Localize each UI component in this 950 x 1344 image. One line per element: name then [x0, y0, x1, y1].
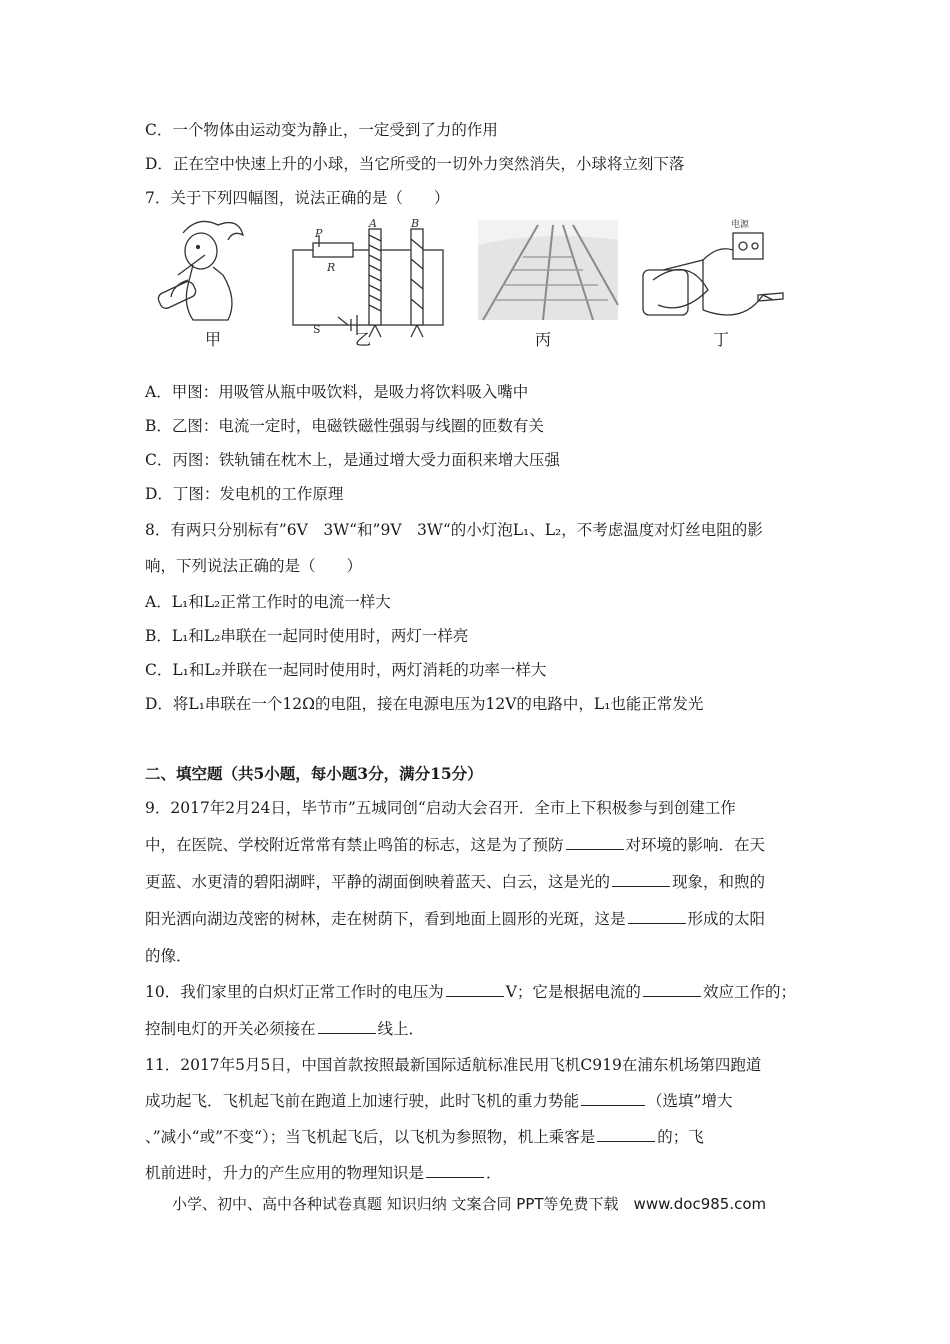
q8-option-b: B．L₁和L₂串联在一起同时使用时，两灯一样亮: [145, 627, 469, 645]
label-b: B: [411, 217, 420, 230]
q6-option-d: D．正在空中快速上升的小球，当它所受的一切外力突然消失，小球将立刻下落: [145, 155, 685, 173]
q11-line2-text-a: 成功起飞．飞机起飞前在跑道上加速行驶，此时飞机的重力势能: [145, 1092, 580, 1110]
q9-line1: 9．2017年2月24日，毕节市”五城同创“启动大会召开．全市上下积极参与到创建工作: [145, 799, 736, 817]
q9-blank-2[interactable]: [612, 872, 670, 887]
q9-line4: [145, 909, 765, 929]
q9-line3-text-b: 现象，和煦的: [672, 873, 766, 891]
q10-line2: [145, 1019, 424, 1039]
q11-line1: 11．2017年5月5日，中国首款按照最新国际适航标准民用飞机C919在浦东机场第四跑道: [145, 1056, 762, 1074]
q7-figure: [143, 215, 791, 350]
figure-label-yi: 乙: [355, 330, 372, 349]
figure-label-bing: 丙: [535, 330, 552, 349]
q9-line5: 的像．: [145, 947, 192, 965]
q9-blank-1[interactable]: [566, 835, 624, 850]
label-p: P: [315, 227, 323, 240]
q10-line1-text-a: 10．我们家里的白炽灯正常工作时的电压为: [145, 983, 444, 1001]
q9-line4-text-a: 阳光洒向湖边茂密的树林，走在树荫下，看到地面上圆形的光斑，这是: [145, 910, 626, 928]
q9-line2-text-a: 中，在医院、学校附近常常有禁止鸣笛的标志，这是为了预防: [145, 836, 564, 854]
q7-option-a: A．甲图：用吸管从瓶中吸饮料，是吸力将饮料吸入嘴中: [145, 383, 529, 401]
figure-label-ding: 丁: [713, 330, 730, 349]
q9-line2-text-b: 对环境的影响．在天: [625, 836, 766, 854]
q9-blank-3[interactable]: [628, 909, 686, 924]
q11-line4: [145, 1163, 502, 1183]
q11-line3-text-b: 的；飞: [657, 1128, 704, 1146]
footer-text: 小学、初中、高中各种试卷真题 知识归纳 文案合同 PPT等免费下载 www.doc985.com: [172, 1195, 767, 1213]
label-s: S: [313, 323, 321, 336]
q10-blank-2[interactable]: [643, 982, 701, 997]
q9-line2: [145, 835, 765, 855]
q11-line2: [145, 1091, 732, 1111]
label-power: 电源: [731, 220, 750, 230]
figure-bing-photo: [478, 220, 618, 320]
q10-line1-text-b: V；它是根据电流的: [505, 983, 641, 1001]
figure-jia-drawing: [156, 221, 243, 320]
q7-option-d: D．丁图：发电机的工作原理: [145, 485, 344, 503]
label-r: R: [327, 261, 336, 274]
q7-option-c: C．丙图：铁轨铺在枕木上，是通过增大受力面积来增大压强: [145, 451, 560, 469]
q11-blank-1[interactable]: [581, 1091, 645, 1106]
q6-option-c: C．一个物体由运动变为静止，一定受到了力的作用: [145, 121, 498, 139]
q7-option-b: B．乙图：电流一定时，电磁铁磁性强弱与线圈的匝数有关: [145, 417, 544, 435]
q9-line3: [145, 872, 765, 892]
q10-line1-text-c: 效应工作的；: [702, 983, 796, 1001]
q11-line4-text-a: 机前进时，升力的产生应用的物理知识是: [145, 1164, 425, 1182]
q11-line3: [145, 1127, 704, 1147]
q10-line2-text-a: 控制电灯的开关必须接在: [145, 1020, 316, 1038]
q8-option-a: A．L₁和L₂正常工作时的电流一样大: [145, 593, 391, 611]
q7-figure-svg: [143, 215, 791, 350]
q8-stem-line2: 响，下列说法正确的是（ ）: [145, 557, 363, 575]
q11-blank-2[interactable]: [597, 1127, 655, 1142]
q8-option-d: D．将L₁串联在一个12Ω的电阻，接在电源电压为12V的电路中，L₁也能正常发光: [145, 695, 704, 713]
q11-line2-text-b: （选填”增大: [647, 1092, 733, 1110]
q8-option-c: C．L₁和L₂并联在一起同时使用时，两灯消耗的功率一样大: [145, 661, 547, 679]
q10-blank-3[interactable]: [318, 1019, 376, 1034]
q11-line3-text-a: 、”减小“或”不变“）；当飞机起飞后，以飞机为参照物，机上乘客是: [145, 1128, 596, 1146]
q9-line3-text-a: 更蓝、水更清的碧阳湖畔，平静的湖面倒映着蓝天、白云，这是光的: [145, 873, 611, 891]
q8-stem-line1: 8．有两只分别标有”6V 3W“和”9V 3W“的小灯泡L₁、L₂，不考虑温度对灯丝电阻的影: [145, 521, 763, 539]
q11-blank-3[interactable]: [426, 1163, 484, 1178]
q10-line2-text-b: 线上．: [377, 1020, 425, 1038]
section-heading: 二、填空题（共5小题，每小题3分，满分15分）: [145, 764, 483, 783]
q7-stem: 7．关于下列四幅图，说法正确的是（ ）: [145, 189, 450, 207]
figure-yi-drawing: [293, 229, 443, 337]
figure-ding-drawing: [643, 233, 783, 315]
label-a: A: [369, 217, 377, 230]
figure-label-jia: 甲: [205, 330, 222, 349]
q9-line4-text-b: 形成的太阳: [687, 910, 766, 928]
q11-line4-text-b: ．: [486, 1164, 502, 1182]
q10-blank-1[interactable]: [446, 982, 504, 997]
q10-line1: [145, 982, 796, 1002]
